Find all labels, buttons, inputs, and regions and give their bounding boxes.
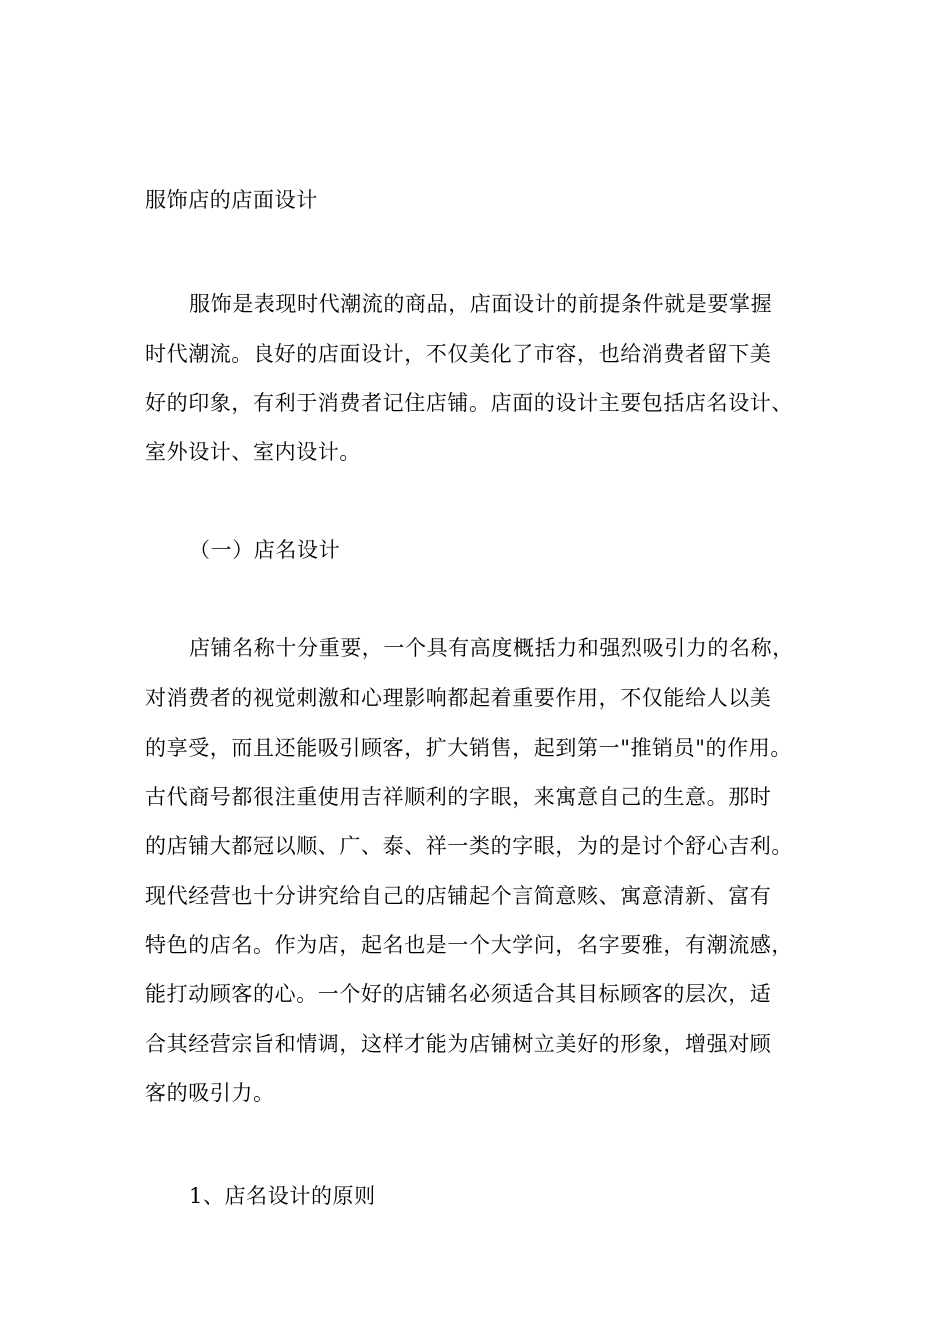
- body-line-8: 能打动顾客的心。一个好的店铺名必须适合其目标顾客的层次，适: [145, 982, 772, 1006]
- body-line-10: 客的吸引力。: [145, 1081, 275, 1105]
- body-line-9: 合其经营宗旨和情调，这样才能为店铺树立美好的形象，增强对顾: [145, 1032, 772, 1056]
- intro-line-3: 好的印象，有利于消费者记住店铺。店面的设计主要包括店名设计、: [145, 391, 793, 415]
- body-line-6: 现代经营也十分讲究给自己的店铺起个言简意赅、寓意清新、富有: [145, 884, 772, 908]
- intro-line-1: 服饰是表现时代潮流的商品，店面设计的前提条件就是要掌握: [189, 292, 773, 316]
- document-title: 服饰店的店面设计: [145, 188, 318, 212]
- body-line-5: 的店铺大都冠以顺、广、泰、祥一类的字眼，为的是讨个舒心吉利。: [145, 834, 793, 858]
- body-line-4: 古代商号都很注重使用吉祥顺利的字眼，来寓意自己的生意。那时: [145, 785, 772, 809]
- subsection-heading: 1、店名设计的原则: [189, 1184, 376, 1208]
- body-line-1: 店铺名称十分重要，一个具有高度概括力和强烈吸引力的名称，: [189, 636, 794, 660]
- intro-line-4: 室外设计、室内设计。: [145, 440, 361, 464]
- section-heading: （一）店名设计: [189, 538, 341, 562]
- body-line-3: 的享受，而且还能吸引顾客，扩大销售，起到第一"推销员"的作用。: [145, 736, 792, 760]
- body-line-2: 对消费者的视觉刺激和心理影响都起着重要作用，不仅能给人以美: [145, 686, 772, 710]
- intro-line-2: 时代潮流。良好的店面设计，不仅美化了市容，也给消费者留下美: [145, 342, 772, 366]
- body-line-7: 特色的店名。作为店，起名也是一个大学问，名字要雅，有潮流感，: [145, 933, 793, 957]
